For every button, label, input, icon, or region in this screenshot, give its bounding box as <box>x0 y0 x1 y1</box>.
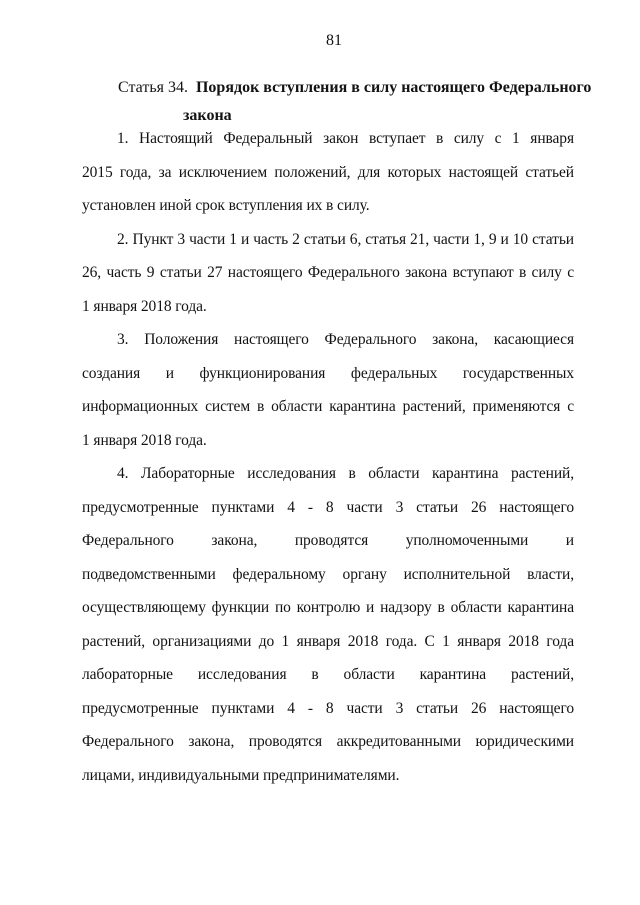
body-text <box>82 122 574 792</box>
text-line: 1 января 2018 года. <box>82 431 207 449</box>
text-line: лицами, индивидуальными предпринимателями. <box>82 766 400 784</box>
text-line: 2015 года, за исключением положений, для которых настоящей статьей <box>82 163 574 181</box>
text-line: 3. Положения настоящего Федерального закона, касающиеся <box>117 331 574 348</box>
text-line: осуществляющему функции по контролю и надзору в области карантина <box>82 599 574 616</box>
text-line: 1. Настоящий Федеральный закон вступает в силу с 1 января <box>117 130 574 147</box>
article-heading-line1 <box>118 74 592 102</box>
text-line: подведомственными федеральному органу исполнительной власти, <box>82 565 574 583</box>
paragraph <box>82 457 574 792</box>
paragraph <box>82 323 574 457</box>
text-line: предусмотренные пунктами 4 - 8 части 3 статьи 26 настоящего <box>82 498 574 516</box>
text-line: 2. Пункт 3 части 1 и часть 2 статьи 6, статья 21, части 1, 9 и 10 статьи <box>117 230 574 248</box>
page-number: 81 <box>326 32 342 49</box>
text-line: растений, организациями до 1 января 2018 года. С 1 января 2018 года <box>82 632 574 650</box>
text-line: установлен иной срок вступления их в силу. <box>82 197 370 214</box>
text-line: создания и функционирования федеральных государственных <box>82 364 574 382</box>
article-title-line1: Порядок вступления в силу настоящего Федерального <box>195 79 592 96</box>
text-line: 1 января 2018 года. <box>82 297 207 315</box>
text-line: Федерального закона, проводятся уполномоченными и <box>82 532 574 549</box>
text-line: 4. Лабораторные исследования в области карантина растений, <box>117 465 574 482</box>
text-line: Федерального закона, проводятся аккредитованными юридическими <box>82 733 574 750</box>
text-line: предусмотренные пунктами 4 - 8 части 3 статьи 26 настоящего <box>82 699 574 717</box>
text-line: 26, часть 9 статьи 27 настоящего Федерального закона вступают в силу с <box>82 264 574 281</box>
text-line: лабораторные исследования в области карантина растений, <box>82 666 574 683</box>
article-number: Статья 34. <box>118 79 188 96</box>
article-title-line2: закона <box>183 107 232 124</box>
text-line: информационных систем в области карантина растений, применяются с <box>82 398 574 415</box>
paragraph <box>82 122 574 223</box>
paragraph <box>82 223 574 324</box>
